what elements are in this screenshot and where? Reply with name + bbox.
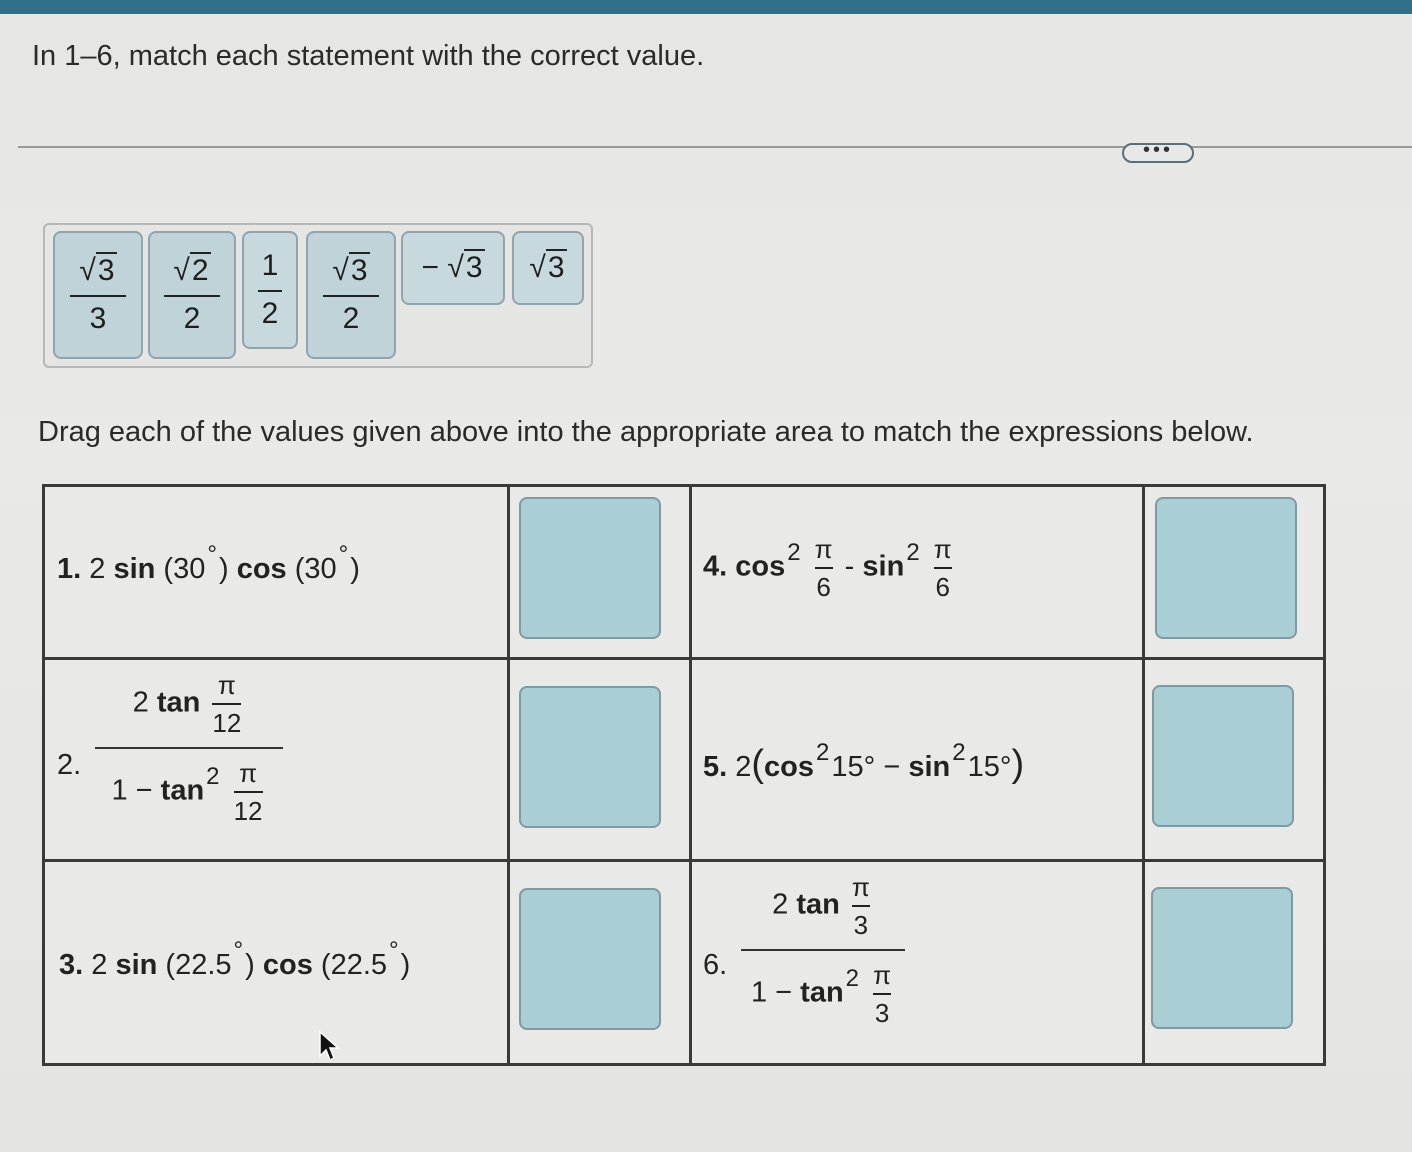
mouse-pointer-icon <box>318 1030 344 1064</box>
ellipsis-icon: ••• <box>1142 139 1173 161</box>
expression-5: 5. $2(\cos^215^\circ - \sin^215^\circ)$ <box>703 739 1025 785</box>
tile-1-over-2[interactable]: 1 2 <box>242 231 298 349</box>
expression-6: 2 tan $\frac{\pi}{3}$ $1 - \tan^2$ $\frac{\pi}{3}$ <box>741 873 905 1027</box>
radical-icon: √ <box>79 254 96 287</box>
tile-sqrt2-over-2[interactable]: √2 2 <box>148 231 236 359</box>
drop-zone-3[interactable] <box>519 888 661 1030</box>
expression-4: 4. $\cos^2$ $\frac{\pi}{6}$ - $\sin^2$ $\frac{\pi}{6}$ <box>703 534 952 602</box>
expression-3: 3. 2 sin (22.5°) cos (22.5°) <box>59 937 411 981</box>
more-options-button[interactable] <box>1122 139 1194 163</box>
tile-neg-sqrt3[interactable]: − √3 <box>401 231 505 305</box>
drop-zone-2[interactable] <box>519 686 661 828</box>
drop-zone-6[interactable] <box>1151 887 1293 1029</box>
matching-table <box>42 484 1326 1066</box>
expression-2: 2 tan $\frac{\pi}{12}$ $1 - \tan^2$ $\frac{\pi}{12}$ <box>95 671 283 825</box>
radical-icon: √ <box>332 254 349 287</box>
radical-icon: √ <box>173 254 190 287</box>
section-divider <box>18 146 1412 148</box>
expression-2-number: 2. <box>57 749 82 781</box>
question-instruction: In 1–6, match each statement with the correct value. <box>32 40 705 72</box>
expression-1: 1. 2 sin (30°) cos (30°) <box>57 541 360 585</box>
drop-zone-5[interactable] <box>1152 685 1294 827</box>
drop-zone-1[interactable] <box>519 497 661 639</box>
expression-6-number: 6. <box>703 949 728 981</box>
value-palette <box>43 223 593 368</box>
radical-icon: √ <box>529 251 546 284</box>
tile-sqrt3[interactable]: √3 <box>512 231 584 305</box>
radical-icon: √ <box>447 251 464 284</box>
tile-sqrt3-over-2[interactable]: √3 2 <box>306 231 396 359</box>
drag-instruction: Drag each of the values given above into the appropriate area to match the expressions below. <box>38 416 1254 448</box>
tile-sqrt3-over-3[interactable]: √3 3 <box>53 231 143 359</box>
drop-zone-4[interactable] <box>1155 497 1297 639</box>
top-bar <box>0 0 1412 14</box>
